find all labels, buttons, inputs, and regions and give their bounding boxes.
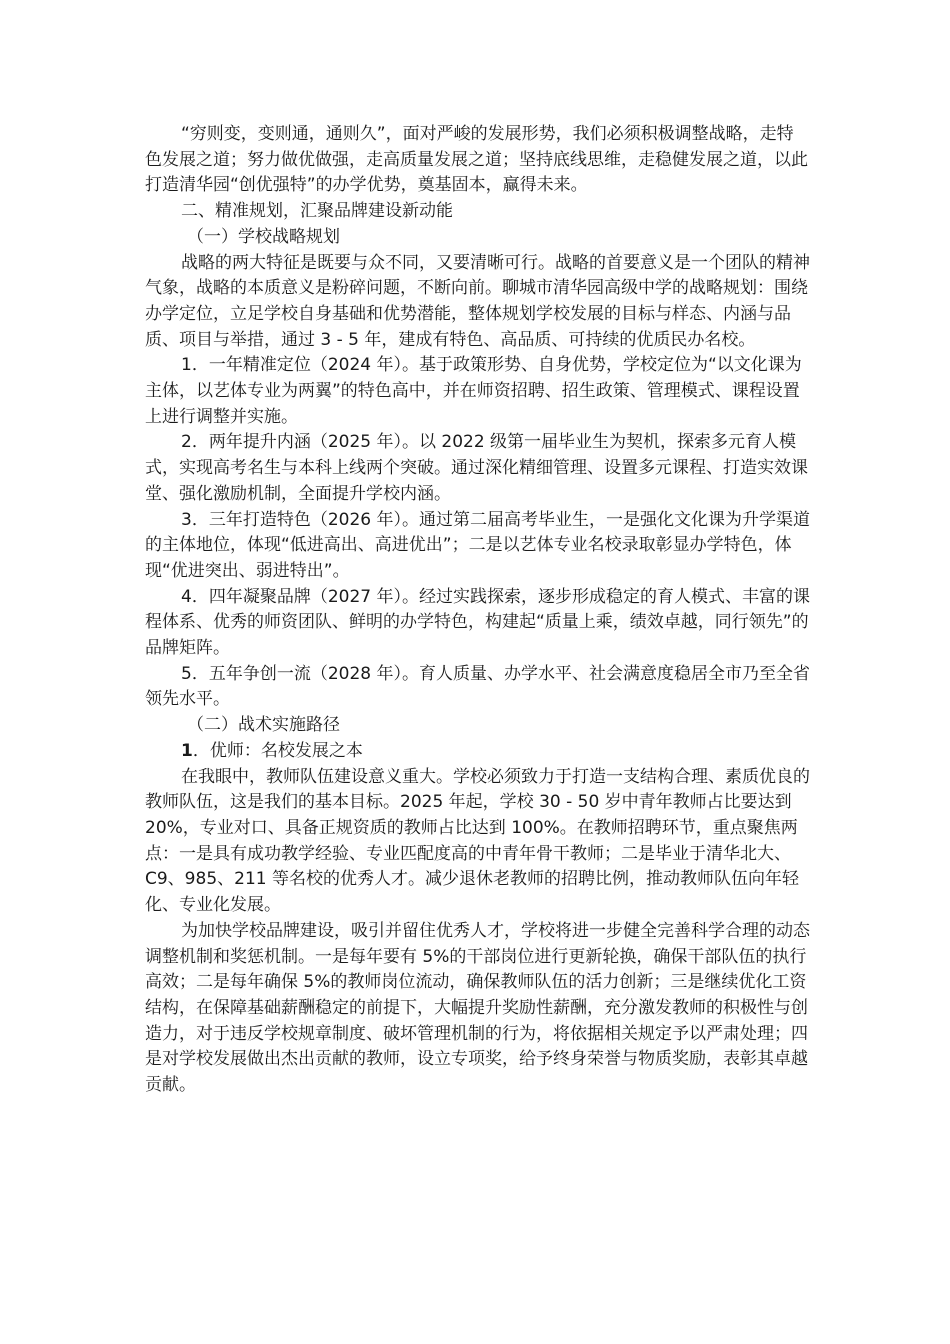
document-body [145, 122, 810, 1099]
paragraph-year-2: 2．两年提升内涵（2025 年）。以 2022 级第一届毕业生为契机，探索多元育人模式，实现高考名生与本科上线两个突破。通过深化精细管理、设置多元课程、打造实效课堂、强化激励机制，全面提升学校内涵。 [145, 432, 808, 504]
paragraph-strategy: 战略的两大特征是既要与众不同，又要清晰可行。战略的首要意义是一个团队的精神气象，战略的本质意义是粉碎问题，不断向前。聊城市清华园高级中学的战略规划：围绕办学定位，立足学校自身基础和优势潜能，整体规划学校发展的目标与样态、内涵与品质、项目与举措，通过 3 - 5 年，建成有特色、高品质、可持续的优质民办名校。 [145, 252, 810, 350]
paragraph-intro: “穷则变，变则通，通则久”，面对严峻的发展形势，我们必须积极调整战略，走特色发展之道；努力做优做强，走高质量发展之道；坚持底线思维，走稳健发展之道，以此打造清华园“创优强特”的办学优势，奠基固本，赢得未来。 [145, 124, 808, 196]
paragraph-year-5: 5．五年争创一流（2028 年）。育人质量、办学水平、社会满意度稳居全市乃至全省领先水平。 [145, 663, 810, 710]
paragraph-year-4: 4．四年凝聚品牌（2027 年）。经过实践探索，逐步形成稳定的育人模式、丰富的课程体系、优秀的师资团队、鲜明的办学特色，构建起“质量上乘，绩效卓越，同行领先”的品牌矩阵。 [145, 586, 810, 659]
lead-line [145, 739, 810, 765]
paragraph-teachers: 在我眼中，教师队伍建设意义重大。学校必须致力于打造一支结构合理、素质优良的教师队伍，这是我们的基本目标。2025 年起，学校 30 - 50 岁中青年教师占比要达到 20%，专业对口、具备正规资质的教师占比达到 100%。在教师招聘环节，重点聚焦两点：一是具有成功教学经验、专业匹配度高的中青年骨干教师；二是毕业于清华北大、C9、985、211 等名校的优秀人才。减少退休老教师的招聘比例，推动教师队伍向年轻化、专业化发展。 [145, 766, 810, 916]
lead-number: 1 [181, 740, 193, 761]
paragraph-mechanisms: 为加快学校品牌建设，吸引并留住优秀人才，学校将进一步健全完善科学合理的动态调整机制和奖惩机制。一是每年要有 5%的干部岗位进行更新轮换，确保干部队伍的执行高效；二是每年确保 5%的教师岗位流动，确保教师队伍的活力创新；三是继续优化工资结构，在保障基础薪酬稳定的前提下，大幅提升奖励性薪酬，充分激发教师的积极性与创造力，对于违反学校规章制度、破坏管理机制的行为，将依据相关规定予以严肃处理；四是对学校发展做出杰出贡献的教师，设立专项奖，给予终身荣誉与物质奖励，表彰其卓越贡献。 [145, 920, 810, 1096]
paragraph-year-1: 1．一年精准定位（2024 年）。基于政策形势、自身优势，学校定位为“以文化课为主体，以艺体专业为两翼”的特色高中，并在师资招聘、招生政策、管理模式、课程设置上进行调整并实施。 [145, 355, 802, 427]
section-heading: 二、精准规划，汇聚品牌建设新动能 [181, 201, 453, 222]
subsection-heading: （二）战术实施路径 [187, 715, 340, 736]
paragraph-year-3: 3．三年打造特色（2026 年）。通过第二届高考毕业生，一是强化文化课为升学渠道的主体地位，体现“低进高出、高进优出”；二是以艺体专业名校录取彰显办学特色，体现“优进突出、弱进特出”。 [145, 509, 810, 581]
lead-text: ．优师：名校发展之本 [192, 740, 363, 761]
subsection-heading: （一）学校战略规划 [187, 226, 340, 247]
